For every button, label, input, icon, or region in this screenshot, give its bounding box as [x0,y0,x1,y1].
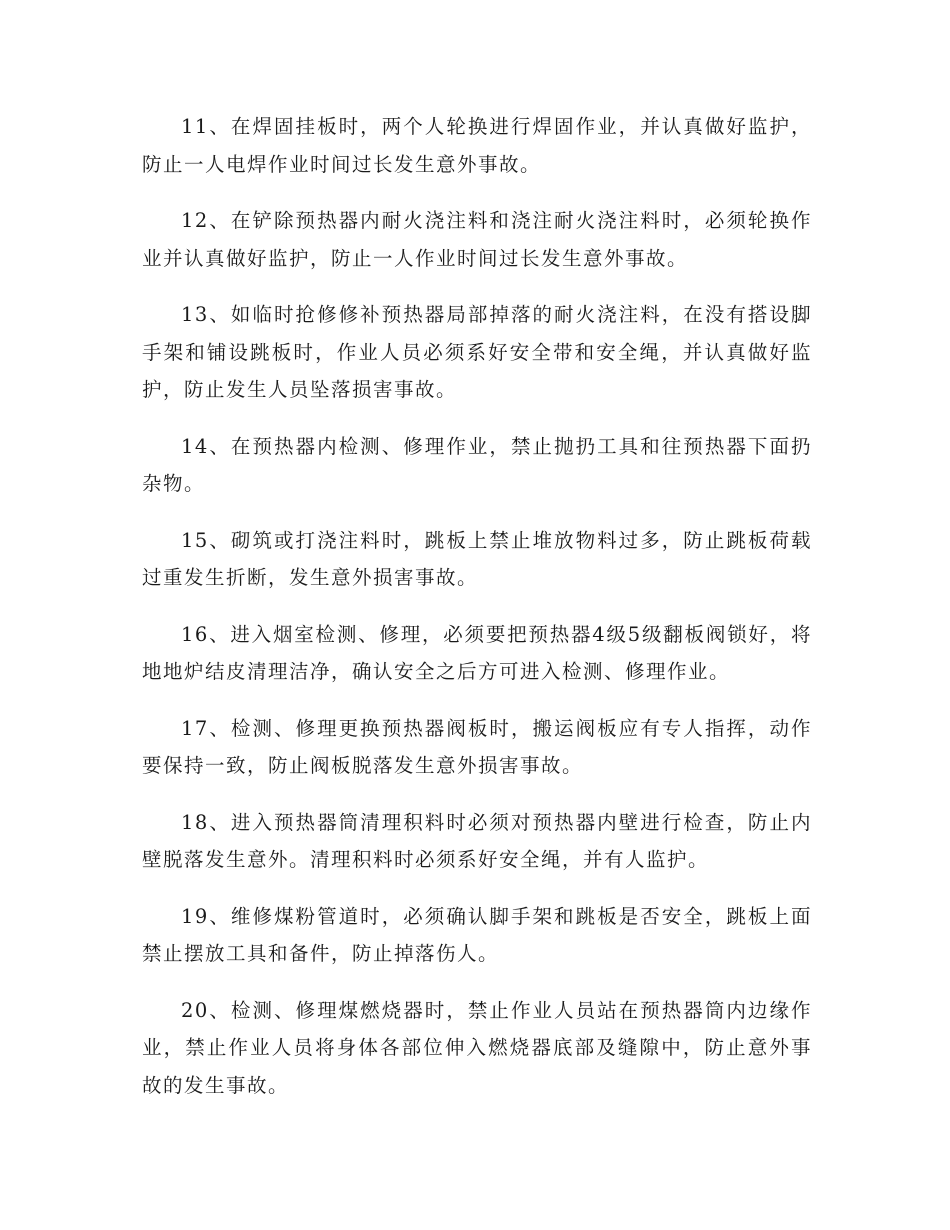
paragraph-item-13: 13、如临时抢修修补预热器局部掉落的耐火浇注料，在没有搭设脚手架和铺设跳板时，作业人员必须系好安全带和安全绳，并认真做好监护，防止发生人员坠落损害事故。 [142,303,812,401]
paragraph-item-11: 11、在焊固挂板时，两个人轮换进行焊固作业，并认真做好监护，防止一人电焊作业时间过长发生意外事故。 [142,115,812,176]
paragraph-item-19: 19、维修煤粉管道时，必须确认脚手架和跳板是否安全，跳板上面禁止摆放工具和备件，防止掉落伤人。 [142,904,812,965]
paragraph-item-12: 12、在铲除预热器内耐火浇注料和浇注耐火浇注料时，必须轮换作业并认真做好监护，防止一人作业时间过长发生意外事故。 [142,209,812,270]
document-body [142,108,812,1123]
paragraph-item-15: 15、砌筑或打浇注料时，跳板上禁止堆放物料过多，防止跳板荷载过重发生折断，发生意外损害事故。 [142,528,812,589]
paragraph-item-18: 18、进入预热器筒清理积料时必须对预热器内壁进行检查，防止内壁脱落发生意外。清理积料时必须系好安全绳，并有人监护。 [142,810,812,871]
paragraph-item-14: 14、在预热器内检测、修理作业，禁止抛扔工具和往预热器下面扔杂物。 [142,434,812,495]
paragraph-item-16: 16、进入烟室检测、修理，必须要把预热器4级5级翻板阀锁好，将地地炉结皮清理洁净，确认安全之后方可进入检测、修理作业。 [142,622,812,683]
paragraph-item-20: 20、检测、修理煤燃烧器时，禁止作业人员站在预热器筒内边缘作业，禁止作业人员将身体各部位伸入燃烧器底部及缝隙中，防止意外事故的发生事故。 [142,998,812,1097]
paragraph-item-17: 17、检测、修理更换预热器阀板时，搬运阀板应有专人指挥，动作要保持一致，防止阀板脱落发生意外损害事故。 [142,716,812,777]
